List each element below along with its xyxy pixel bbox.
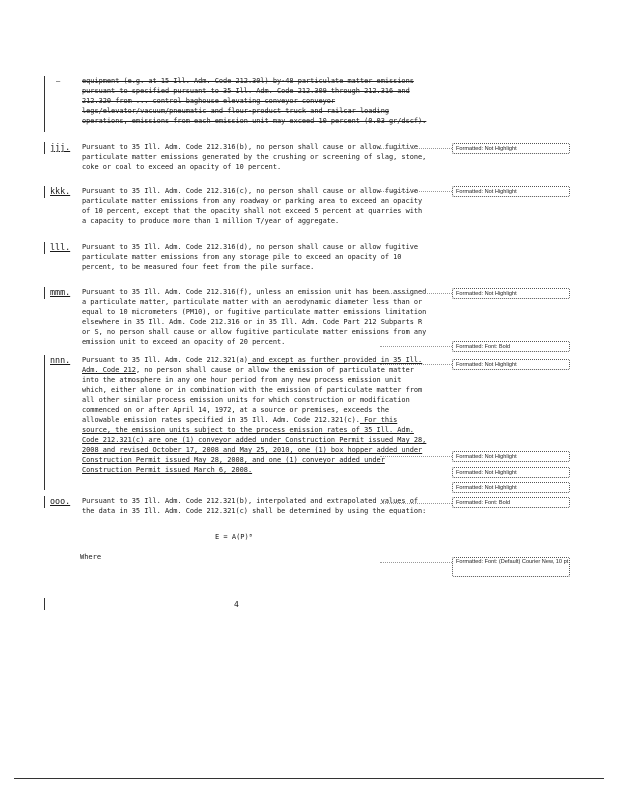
format-comment-balloon[interactable]: Formatted: Not Highlight (452, 143, 570, 154)
format-comment-balloon[interactable]: Formatted: Font: Bold (452, 497, 570, 508)
paragraph-text: Pursuant to 35 Ill. Adm. Code 212.316(b), no person shall cause or allow fugitive particulate matter emissions generated by the crushing or screening of slag, stone, coke or coal to exceed an opacity of 10 percent. (82, 143, 427, 171)
paragraph-letter: jjj. (50, 142, 71, 152)
format-comment-balloon[interactable]: Formatted: Not Highlight (452, 451, 570, 462)
text-run: , no person shall cause or allow the emission of particulate matter into the atmosphere in any one hour period from any new process emission unit which, either alone or in combination with the emission of particulate matter from all other similar process emission units for which construction or modification commenced on or after April 14, 1972, at a source or premises, exceeds the allowable emission rates specified in 35 Ill. Adm. Code 212.321(c). (82, 366, 423, 424)
balloon-leader (380, 456, 452, 457)
change-bar (44, 186, 45, 198)
change-bar (44, 242, 45, 254)
deletion-marker: — (56, 77, 61, 85)
paragraph-text: Pursuant to 35 Ill. Adm. Code 212.316(f), unless an emission unit has been assigned a particulate matter, particulate matter with an aerodynamic diameter less than or equal to 10 micrometers (PM10), or fugitive particulate matter emissions limitation elsewhere in 35 Ill. Adm. Code 212.316 or in 35 Ill. Adm. Code Part 212 Subparts R or S, no person shall cause or allow fugitive particulate matter emissions from any emission unit to exceed an opacity of 20 percent. (82, 288, 427, 346)
balloon-leader (380, 346, 452, 347)
paragraph-letter: mmm. (50, 287, 71, 297)
paragraph-text: Pursuant to 35 Ill. Adm. Code 212.316(d), no person shall cause or allow fugitive particulate matter emissions from any storage pile to exceed an opacity of 10 percent, to be measured four feet from the pile surface. (82, 243, 419, 271)
change-bar (44, 287, 45, 299)
paragraph-letter: kkk. (50, 186, 71, 196)
footer-rule (14, 778, 604, 779)
change-bar (44, 355, 45, 490)
inserted-text-run: For this source, the emission units subject to the process emission rates of 35 Ill. Adm. Code 212.321(c) are one (1) conveyor added under Construction Permit issued May 28, 2008 and revised October 17, 2008 and May 25, 2010, one (1) box hopper added under Construction Permit issued May 28, 2008, and one (1) conveyor added under Construction Permit issued March 6, 2008. (82, 416, 427, 474)
change-bar (44, 598, 45, 610)
balloon-leader (380, 503, 452, 504)
text-run: Pursuant to 35 Ill. Adm. Code 212.321(a) (82, 356, 248, 364)
format-comment-balloon[interactable]: Formatted: Not Highlight (452, 359, 570, 370)
format-comment-balloon[interactable]: Formatted: Not Highlight (452, 288, 570, 299)
change-bar (44, 496, 45, 508)
balloon-leader (380, 364, 452, 365)
paragraph-text: Pursuant to 35 Ill. Adm. Code 212.321(b), interpolated and extrapolated values of the data in 35 Ill. Adm. Code 212.321(c) shall be determined by using the equation: (82, 497, 427, 515)
paragraph-letter: ooo. (50, 496, 71, 506)
paragraph-text: Pursuant to 35 Ill. Adm. Code 212.316(c), no person shall cause or allow fugitive particulate matter emissions from any roadway or parking area to exceed an opacity of 10 percent, except that the opacity shall not exceed 5 percent at quarries with a capacity to produce more than 1 million T/year of aggregate. (82, 187, 423, 225)
balloon-leader (380, 293, 452, 294)
format-comment-balloon[interactable]: Formatted: Not Highlight (452, 467, 570, 478)
balloon-leader (380, 148, 452, 149)
equation: E = A(P)ᴮ (215, 533, 253, 541)
change-bar (44, 76, 45, 132)
format-comment-balloon[interactable]: Formatted: Not Highlight (452, 186, 570, 197)
format-comment-balloon[interactable]: Formatted: Not Highlight (452, 482, 570, 493)
change-bar (44, 142, 45, 154)
balloon-leader (380, 191, 452, 192)
balloon-leader (380, 562, 452, 563)
where-label: Where (80, 553, 102, 561)
page-number: 4 (234, 600, 239, 609)
struck-paragraph-text: equipment (e.g. at 15 Ill. Adm. Code 212.30l) by-48 particulate matter emissions pursuant to specified pursuant to 35 Ill. Adm. Code 212.309 through 212.316 and 212.320 from ... control baghouse elevating conveyor conveyor legs/elevator/vacuum/pneumatic and flour-product truck and railcar loading operations, emissions from each emission unit may exceed 10 percent (0.03 gr/dscf). (82, 77, 427, 125)
format-comment-balloon[interactable]: Formatted: Font: Bold (452, 341, 570, 352)
paragraph-letter: lll. (50, 242, 71, 252)
paragraph-text (82, 355, 428, 475)
inserted-text-run: and except as further provided in 35 Ill. Adm. Code 212 (82, 356, 423, 374)
paragraph-letter: nnn. (50, 355, 71, 365)
format-comment-balloon[interactable]: Formatted: Font: (Default) Courier New, 10 pt (452, 557, 570, 577)
